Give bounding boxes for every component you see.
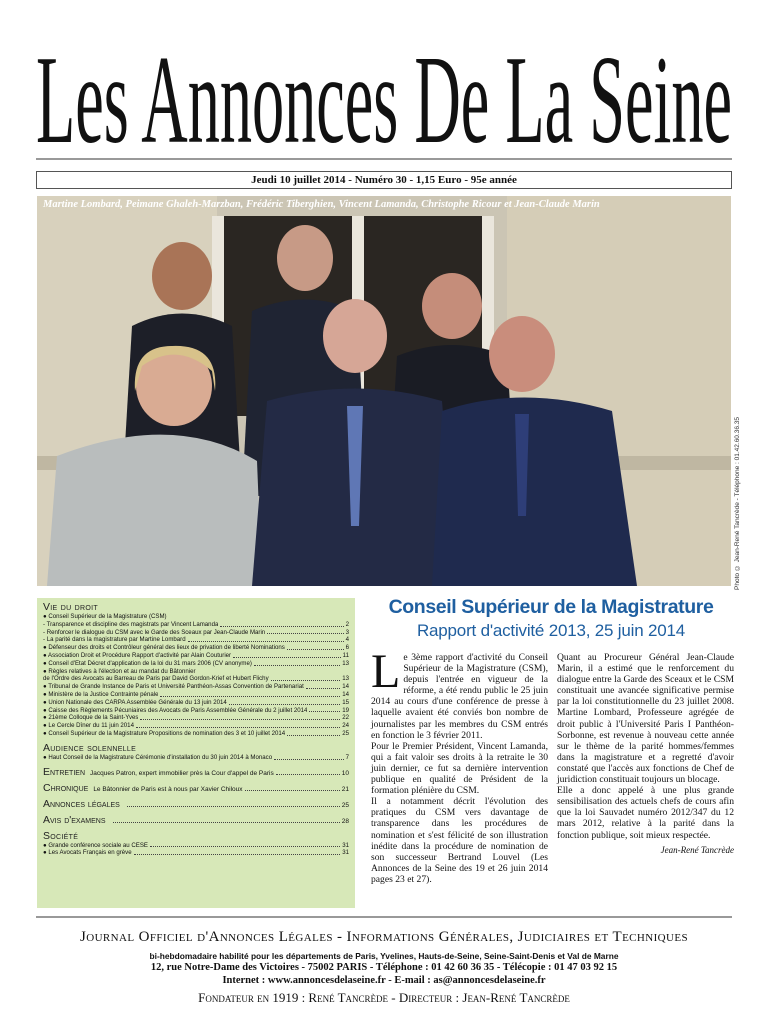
- article-signature: Jean-René Tancrède: [660, 844, 734, 855]
- toc-heading-avis: Avis d'examens: [43, 813, 106, 826]
- article-dropcap: L: [371, 645, 401, 698]
- footer-web: Internet : www.annoncesdelaseine.fr - E-mail : as@annoncesdelaseine.fr: [222, 975, 546, 986]
- issue-line: Jeudi 10 juillet 2014 - Numéro 30 - 1,15 Euro - 95e année: [36, 171, 732, 189]
- toc-item-text: ● Le Cercle Dîner du 11 juin 2014: [43, 722, 134, 730]
- toc-leader: [233, 652, 341, 658]
- toc-item-page: 2: [345, 620, 349, 628]
- toc-leader: [150, 842, 340, 848]
- toc-item-page: 3: [345, 628, 349, 636]
- toc-leader: [271, 675, 341, 681]
- toc-item[interactable]: [43, 714, 349, 722]
- toc-item-text: ● Conseil d'Etat Décret d'application de la loi du 31 mars 2006 (CV anonyme): [43, 659, 252, 667]
- toc-heading-vie-du-droit: Vie du droit: [43, 601, 98, 613]
- toc-list-vie-du-droit: [43, 613, 349, 738]
- toc-avis-page: 28: [341, 817, 349, 825]
- toc-item-page: 19: [342, 706, 349, 714]
- table-of-contents: [37, 598, 355, 908]
- toc-leader: [113, 822, 340, 823]
- toc-leader: [274, 754, 344, 760]
- toc-item[interactable]: [43, 668, 349, 676]
- toc-heading-entretien: Entretien: [43, 765, 86, 778]
- toc-list-audience: [43, 754, 349, 762]
- toc-item-text: ● Union Nationale des CARPA Assemblée Générale du 13 juin 2014: [43, 698, 227, 706]
- toc-item-page: 24: [342, 722, 349, 730]
- toc-item[interactable]: [43, 849, 349, 857]
- toc-item-page: 14: [342, 683, 349, 691]
- toc-item-page: 7: [345, 753, 349, 761]
- toc-item[interactable]: [43, 660, 349, 668]
- article-title: Conseil Supérieur de la Magistrature: [388, 596, 714, 618]
- article-col2-p2: Elle a donc appelé à une plus grande sensibilisation des actuels chefs de cours afin que la loi Sauvadet numéro 2012/347 du 12 mars 2012, relative à la parité dans la fonction publique, soit mieux respectée.: [557, 785, 734, 841]
- toc-chronique-text: Le Bâtonnier de Paris est à nous par Xavier Chiloux: [93, 785, 243, 793]
- toc-heading-chronique: Chronique: [43, 781, 89, 794]
- footer-tagline: Journal Officiel d'Annonces Légales - Informations Générales, Judiciaires et Techniques: [80, 929, 688, 945]
- toc-item-text: - Renforcer le dialogue du CSM avec le Garde des Sceaux par Jean-Claude Marin: [43, 628, 266, 636]
- toc-item[interactable]: [43, 613, 349, 621]
- toc-item[interactable]: [43, 754, 349, 762]
- toc-leader: [267, 629, 343, 635]
- toc-leader: [245, 790, 340, 791]
- toc-leader: [134, 849, 341, 855]
- toc-item[interactable]: [43, 675, 349, 683]
- toc-item-text: ● Conseil Supérieur de la Magistrature (CSM): [43, 613, 167, 620]
- toc-item-page: 25: [342, 729, 349, 737]
- toc-item-text: ● Les Avocats Français en grève: [43, 849, 132, 857]
- toc-leader: [306, 683, 340, 689]
- article-col1-p3: Il a notamment décrit l'évolution des pratiques du CSM vers davantage de transparence dans les procédures de nomination et s'est félicité de son illustration inédite dans la procédure de nomination de son successeur Bertrand Louvel (Les Annonces de la Seine des 19 et 26 juin 2014 pages 23 et 27).: [371, 796, 548, 885]
- toc-item-text: - Transparence et discipline des magistrats par Vincent Lamanda: [43, 620, 219, 628]
- photo-credit: Photo © Jean-René Tancrède - Téléphone : 01.42.60.36.35: [734, 417, 741, 590]
- toc-item[interactable]: [43, 652, 349, 660]
- toc-entry-entretien[interactable]: [43, 766, 349, 778]
- masthead-title: Les Annonces De La Seine: [36, 31, 732, 154]
- toc-heading-societe: Société: [43, 829, 79, 842]
- toc-leader: [276, 774, 340, 775]
- toc-item-page: 15: [342, 698, 349, 706]
- toc-item-page: 31: [342, 849, 349, 857]
- toc-item-text: ● Haut Conseil de la Magistrature Cérémonie d'installation du 30 juin 2014 à Monaco: [43, 753, 273, 761]
- toc-chronique-page: 21: [341, 785, 349, 793]
- footer-habilitation: bi-hebdomadaire habilité pour les départements de Paris, Yvelines, Hauts-de-Seine, Seine-Saint-Denis et Val de Marne: [149, 951, 619, 961]
- footer-founder: Fondateur en 1919 : René Tancrède - Directeur : Jean-René Tancrède: [198, 990, 570, 1005]
- toc-leader: [127, 806, 340, 807]
- toc-entry-chronique[interactable]: [43, 782, 349, 794]
- cover-photo: [37, 196, 731, 586]
- toc-item[interactable]: [43, 730, 349, 738]
- photo-caption: Martine Lombard, Peimane Ghaleh-Marzban, Frédéric Tiberghien, Vincent Lamanda, Christophe Ricour et Jean-Claude Marin: [43, 199, 600, 210]
- toc-item-page: 14: [342, 690, 349, 698]
- toc-item-text: de l'Ordre des Avocats au Barreau de Paris par David Gordon-Krief et Hubert Flichy: [43, 675, 269, 683]
- toc-leader: [287, 730, 340, 736]
- toc-item-page: 22: [342, 714, 349, 722]
- toc-entry-annonces[interactable]: [43, 798, 349, 810]
- toc-item[interactable]: [43, 722, 349, 730]
- article-col2-p1: Quant au Procureur Général Jean-Claude Marin, il a estimé que le renforcement du dialogue entre la Garde des Sceaux et le CSM constituait une avancée significative permise par la loi constitutionnelle du 23 juillet 2008. Martine Lombard, Professeure agrégée de droit public à l'Université Paris I Panthéon-Sorbonne, est revenue à nouveau cette année sur le thème de la parité hommes/femmes dans la magistrature et a regretté d'avoir constaté que l'accès aux fonctions de Chef de juridiction constituait toujours un blocage.: [557, 652, 734, 786]
- toc-item[interactable]: [43, 683, 349, 691]
- group-photo-illustration: [37, 196, 731, 586]
- toc-entretien-text: Jacques Patron, expert immobilier près la Cour d'appel de Paris: [90, 769, 274, 777]
- toc-leader: [220, 621, 343, 627]
- toc-item-page: 6: [345, 644, 349, 652]
- toc-item[interactable]: [43, 691, 349, 699]
- toc-item-page: 13: [342, 675, 349, 683]
- toc-heading-audience: Audience solennelle: [43, 741, 137, 754]
- toc-leader: [287, 644, 344, 650]
- toc-item-page: 4: [345, 636, 349, 644]
- toc-item-page: 13: [342, 659, 349, 667]
- masthead-rule: [36, 158, 732, 160]
- toc-item-page: 31: [342, 841, 349, 849]
- toc-list-societe: [43, 842, 349, 858]
- toc-leader: [309, 707, 340, 713]
- toc-item-page: 11: [342, 651, 349, 659]
- toc-leader: [229, 699, 340, 705]
- toc-item-text: ● Grande conférence sociale au CESE: [43, 841, 148, 849]
- toc-item-text: ● Conseil Supérieur de la Magistrature Propositions de nomination des 3 et 10 juillet 2014: [43, 729, 286, 737]
- article-col1-p1: e 3ème rapport d'activité du Conseil Supérieur de la Magistrature (CSM), depuis l'entrée en vigueur de la réforme, a été rendu public le 25 juin 2014 au cours d'une conférence de presse à laquelle avaient été conviés bon nombre de journalistes par les membres du CSM entrés en fonction le 3 février 2011.: [371, 652, 548, 741]
- toc-leader: [136, 722, 340, 728]
- toc-item-text: ● Défenseur des droits et Contrôleur général des lieux de privation de liberté Nominations: [43, 644, 285, 652]
- toc-item[interactable]: [43, 842, 349, 850]
- toc-entry-avis[interactable]: [43, 814, 349, 826]
- toc-leader: [140, 714, 340, 720]
- toc-item[interactable]: [43, 629, 349, 637]
- footer-rule: [36, 916, 732, 918]
- toc-item-text: ● Règles relatives à l'élection et au mandat du Bâtonnier: [43, 667, 196, 675]
- article-subtitle: Rapport d'activité 2013, 25 juin 2014: [416, 621, 686, 640]
- article-column-1: [371, 645, 548, 885]
- toc-entretien-page: 10: [341, 769, 349, 777]
- toc-heading-annonces: Annonces légales: [43, 797, 120, 810]
- toc-annonces-page: 25: [341, 801, 349, 809]
- footer-address: 12, rue Notre-Dame des Victoires - 75002 PARIS - Téléphone : 01 42 60 36 35 - Télécopie : 01 47 03 92 15: [150, 962, 618, 973]
- article-paragraph: [371, 645, 548, 741]
- toc-item-text: - La parité dans la magistrature par Martine Lombard: [43, 636, 186, 644]
- toc-item[interactable]: [43, 636, 349, 644]
- toc-item[interactable]: [43, 621, 349, 629]
- article-column-2: [557, 652, 734, 856]
- toc-item[interactable]: [43, 707, 349, 715]
- masthead: [34, 14, 734, 154]
- toc-leader: [188, 636, 344, 642]
- toc-item-text: ● 21ème Colloque de la Saint-Yves: [43, 714, 139, 722]
- toc-leader: [160, 691, 340, 697]
- toc-item-text: ● Ministère de la Justice Contrainte pénale: [43, 690, 159, 698]
- toc-item-text: ● Caisse des Règlements Pécuniaires des Avocats de Paris Assemblée Générale du 2 juillet 2014: [43, 706, 308, 714]
- toc-leader: [254, 660, 340, 666]
- toc-item-text: ● Association Droit et Procédure Rapport d'activité par Alain Couturier: [43, 651, 232, 659]
- toc-item-text: ● Tribunal de Grande Instance de Paris et Université Panthéon-Assas Convention de Partenariat: [43, 683, 304, 691]
- toc-item[interactable]: [43, 644, 349, 652]
- toc-item[interactable]: [43, 699, 349, 707]
- article-col1-p2: Pour le Premier Président, Vincent Lamanda, qui a fait valoir ses droits à la retraite le 30 juin dernier, ce fut sa dernière intervention publique en qualité de Président de la formation plénière du CSM.: [371, 740, 548, 797]
- masthead-svg: [34, 14, 734, 154]
